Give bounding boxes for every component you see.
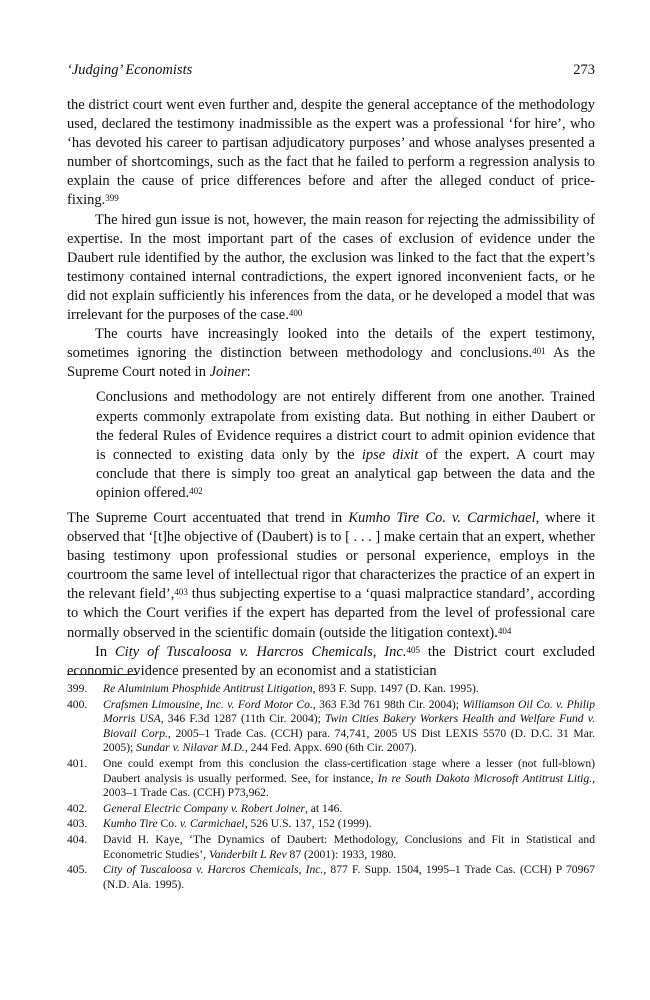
- text-run: of the expert. A court may conclude that there is simply too great an analytical gap between the data and the opinion offered.: [96, 446, 595, 501]
- text-run: , 526 U.S. 137, 152 (1999).: [244, 817, 372, 831]
- italic-citation: General Electric Company v. Robert Joiner: [103, 801, 305, 815]
- text-run: :: [246, 364, 251, 381]
- footnote-number: 403.: [67, 817, 88, 831]
- text-run: In: [95, 643, 115, 660]
- page-number: 273: [573, 62, 595, 78]
- italic-citation: City of Tuscaloosa v. Harcros Chemicals, Inc.: [103, 863, 324, 877]
- italic-citation: Joiner: [209, 364, 247, 381]
- text-run: Co.: [157, 817, 180, 831]
- text-run: , 2003–1 Trade Cas. (CCH) P73,962.: [103, 771, 596, 800]
- footnotes: [67, 682, 595, 893]
- text-run: As the Supreme Court noted in: [67, 345, 596, 381]
- footnote: [67, 863, 595, 892]
- italic-citation: Twin Cities Bakery Workers Health and Welfare Fund v. Biovail Corp.: [103, 712, 595, 740]
- text-run: , 2005–1 Trade Cas. (CCH) para. 74,741, 2005 US Dist LEXIS 5570 (D. D.C. 31 Mar. 2005);: [103, 726, 595, 755]
- paragraph: [67, 96, 595, 211]
- italic-citation: v. Carmichael: [179, 817, 245, 831]
- italic-citation: Crafsmen Limousine, Inc. v. Ford Motor Co.: [103, 697, 313, 711]
- text-run: , 893 F. Supp. 1497 (D. Kan. 1995).: [312, 682, 479, 695]
- text-run: The hired gun issue is not, however, the main reason for rejecting the admissibility of expertise. In the most important part of the cases of exclusion of evidence under the Daubert rule identified by the author, the exclusion was linked to the fact that the expert’s testimony contained internal contradictions, the expert ignored inconvenient facts, or he did not explain sufficiently his inferences from the data, or he developed a model that was irrelevant for the purposes of the case.: [67, 211, 595, 324]
- footnote-number: 400.: [67, 697, 88, 711]
- footnote-text: [103, 682, 595, 697]
- footnote-text: [103, 817, 595, 832]
- italic-citation: In re South Dakota Microsoft Antitrust Litig.: [377, 771, 593, 785]
- text-run: , where it observed that ‘[t]he objective of (Daubert) is to [ . . . ] make certain that an expert, whether basing testimony upon professional studies or personal experience, employs in the courtroom the same level of intellectual rigor that characterizes the practice of an expert in the relevant field’,: [67, 509, 595, 603]
- text-run: the district court went even further and, despite the general acceptance of the methodology used, declared the testimony inadmissible as the expert was a professional ‘for hire’, who ‘has devoted his career to partisan adjudicatory purposes’ and whose analyses presented a number of shortcomings, such as the fact that he failed to perform a regression analysis to explain the cause of price differences before and after the alleged conduct of price-fixing.: [67, 97, 595, 209]
- text-run: 87 (2001): 1933, 1980.: [286, 847, 397, 861]
- footnote-ref: 405: [406, 644, 420, 655]
- paragraph: [67, 643, 595, 681]
- footnote: [67, 833, 595, 862]
- footnote-ref: 403: [174, 587, 188, 598]
- running-head: [67, 62, 595, 79]
- text-run: Conclusions and methodology are not entirely different from one another. Trained experts commonly extrapolate from existing data. But nothing in either Daubert or the federal Rules of Evidence requires a district court to admit opinion evidence that is connected to existing data only by the: [96, 389, 595, 463]
- text-run: , 363 F.3d 761 98th Cir. 2004);: [312, 697, 463, 711]
- footnote-number: 401.: [67, 756, 88, 770]
- footnote-number: 404.: [67, 832, 88, 846]
- footnote-text: [103, 698, 595, 756]
- footnote-number: 405.: [67, 863, 88, 877]
- paragraph: [67, 509, 595, 643]
- italic-citation: City of Tuscaloosa v. Harcros Chemicals, Inc.: [115, 643, 407, 660]
- text-run: , at 146.: [304, 801, 343, 815]
- footnote: [67, 757, 595, 801]
- text-run: thus subjecting expertise to a ‘quasi malpractice standard’, according to which the Court verifies if the expert has departed from the level of professional care normally observed in the scientific domain (outside the litigation context).: [67, 586, 596, 641]
- footnote-ref: 404: [497, 625, 512, 636]
- italic-citation: Re Aluminium Phosphide Antitrust Litigation: [103, 682, 313, 695]
- footnote-rule: [67, 674, 137, 675]
- footnote-number: 402.: [67, 801, 88, 815]
- footnote-ref: 399: [105, 193, 119, 204]
- text-run: The Supreme Court accentuated that trend in: [67, 509, 349, 526]
- paragraph: [67, 325, 595, 382]
- italic-citation: ipse dixit: [361, 446, 419, 463]
- footnote-text: [103, 833, 595, 862]
- text-run: David H. Kaye, ‘The Dynamics of Daubert: Methodology, Conclusions and Fit in Statistical and Econometric Studies’,: [103, 832, 595, 861]
- footnote: [67, 802, 595, 817]
- footnote-ref: 401: [532, 346, 546, 357]
- footnote-ref: 400: [288, 308, 303, 319]
- italic-citation: Kumho Tire: [103, 817, 158, 831]
- footnote: [67, 682, 595, 697]
- italic-citation: Sundar v. Nilavar M.D.: [136, 741, 245, 755]
- footnote-text: [103, 757, 595, 801]
- footnote-text: [103, 863, 595, 892]
- paragraph: [67, 211, 595, 326]
- italic-citation: Vanderbilt L Rev: [208, 847, 287, 861]
- italic-citation: Williamson Oil Co. v. Philip Morris USA: [103, 697, 595, 726]
- italic-citation: Kumho Tire Co. v. Carmichael: [348, 509, 536, 526]
- footnote-text: [103, 802, 595, 817]
- text-run: , 346 F.3d 1287 (11th Cir. 2004);: [160, 712, 326, 726]
- body-text: [67, 96, 595, 681]
- text-run: One could exempt from this conclusion the class-certification stage where a lesser (not full-blown) Daubert analysis is usually performed. See, for instance,: [103, 756, 595, 785]
- text-run: , 244 Fed. Appx. 690 (6th Cir. 2007).: [244, 741, 417, 755]
- running-title: ‘Judging’ Economists: [67, 62, 193, 78]
- text-run: the District court excluded economic evidence presented by an economist and a statistician: [67, 643, 595, 679]
- footnote-number: 399.: [67, 682, 88, 695]
- footnote-ref: 402: [189, 485, 203, 496]
- text-run: The courts have increasingly looked into the details of the expert testimony, sometimes ignoring the distinction between methodology and conclusions.: [67, 326, 595, 362]
- block-quote: [96, 388, 595, 503]
- footnote: [67, 698, 595, 756]
- footnote: [67, 817, 595, 832]
- text-run: , 877 F. Supp. 1504, 1995–1 Trade Cas. (CCH) P 70967 (N.D. Ala. 1995).: [103, 863, 595, 891]
